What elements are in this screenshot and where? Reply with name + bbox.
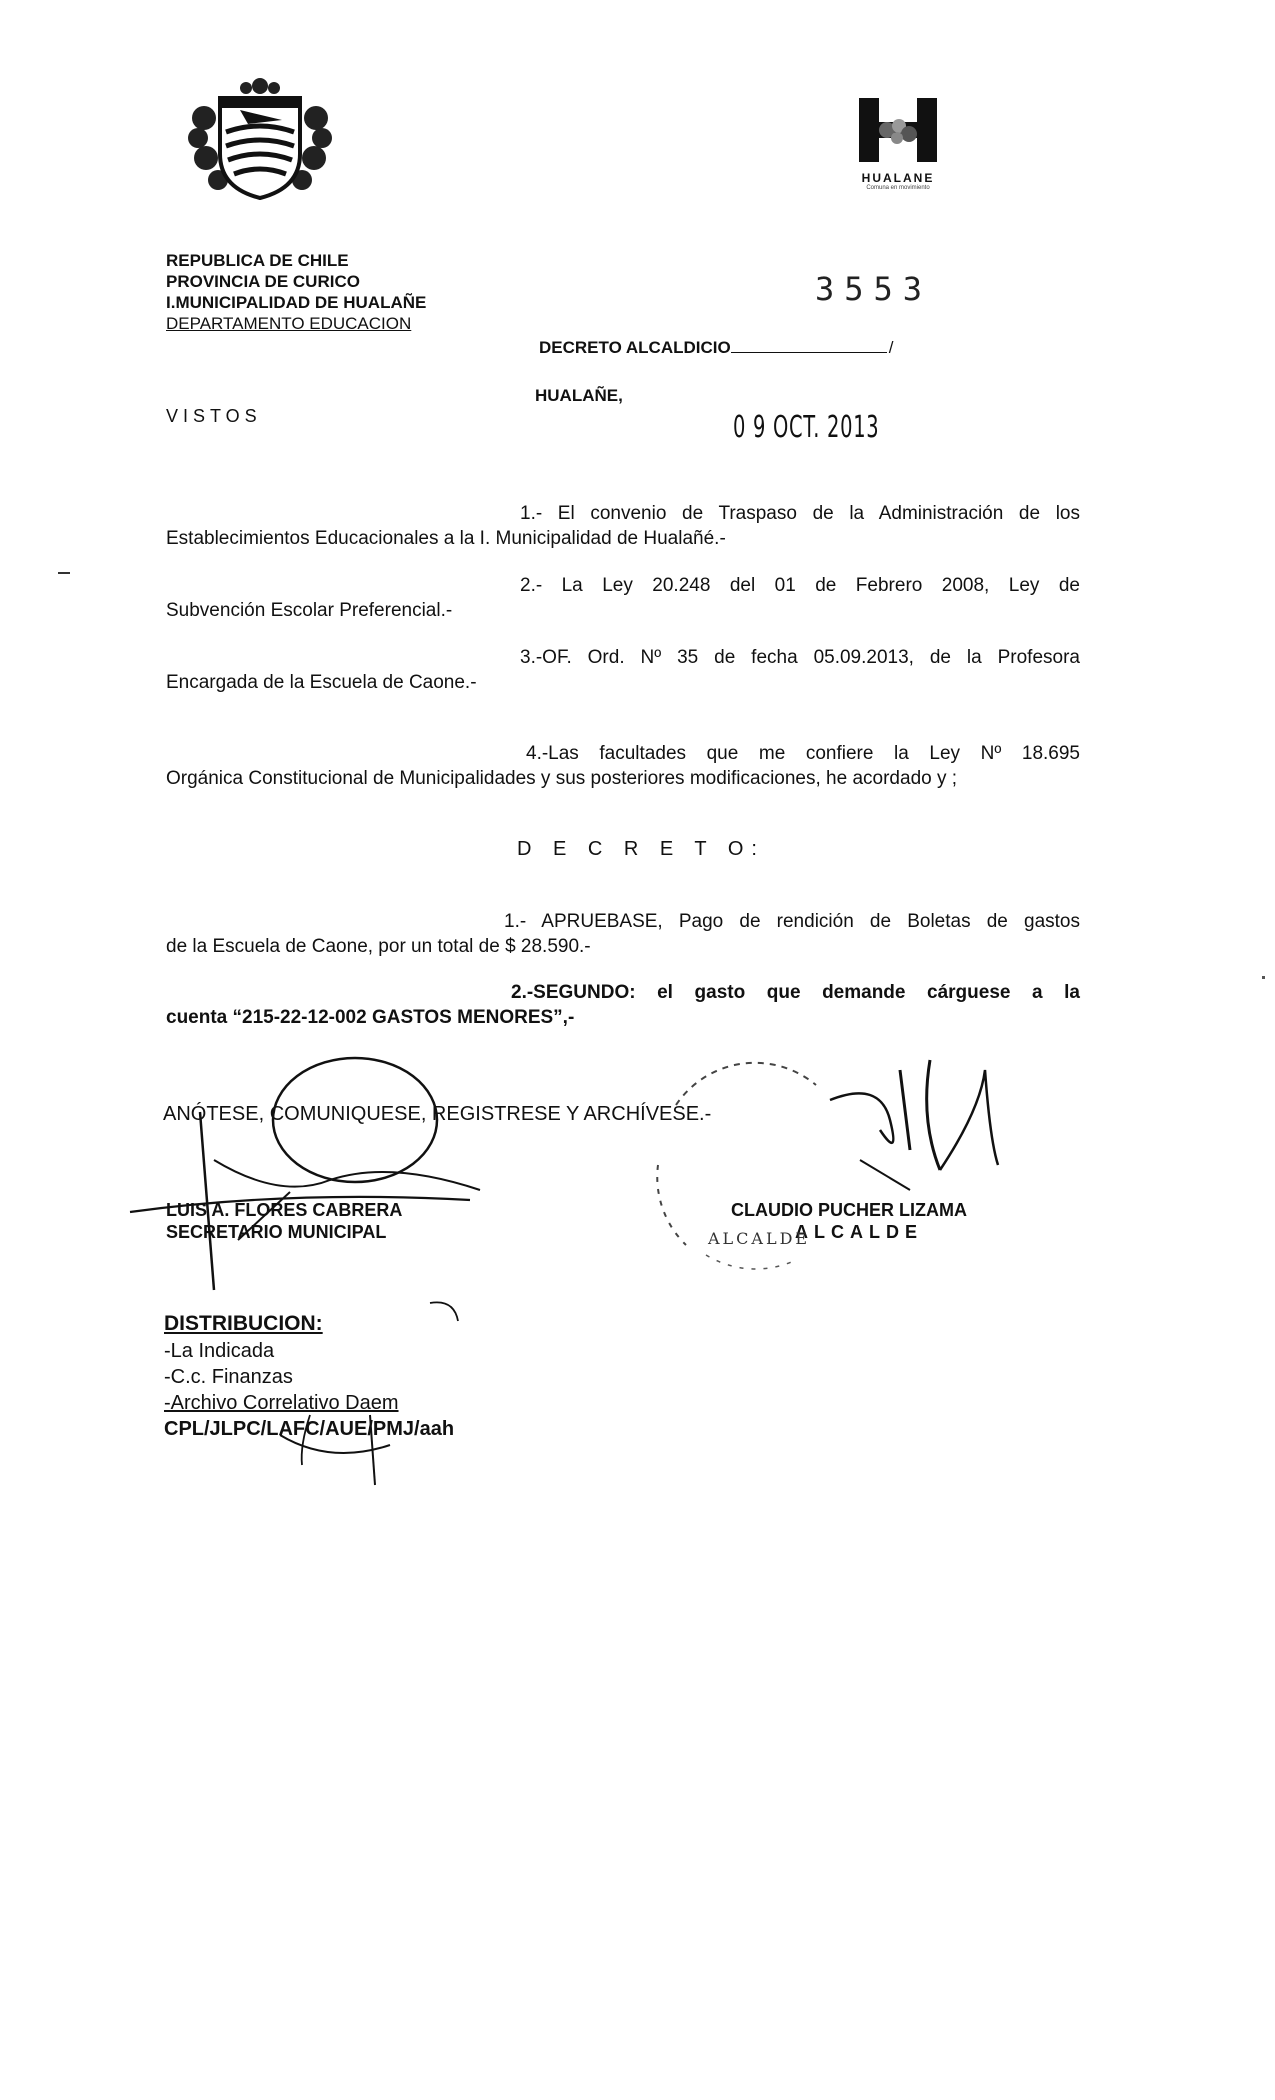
margin-mark [1262,976,1265,979]
decreto-item-2-line2: cuenta “215-22-12-002 GASTOS MENORES”,- [166,1007,575,1028]
distribution-heading: DISTRIBUCION: [164,1312,323,1335]
letterhead [166,250,426,334]
visto-4-line1: 4.-Las facultades que me confiere la Ley Nº 18.695 [526,743,1080,764]
mayor-name: CLAUDIO PUCHER LIZAMA [731,1200,967,1220]
header-line-department: DEPARTAMENTO EDUCACION [166,314,412,333]
decree-label: DECRETO ALCALDICIO [539,338,731,357]
visto-1-line2: Establecimientos Educacionales a la I. Municipalidad de Hualañé.- [166,528,726,549]
visto-4-line2: Orgánica Constitucional de Municipalidades y sus posteriores modificaciones, he acordado y ; [166,768,958,789]
logo-tagline: Comuna en movimiento [866,185,930,191]
date-stamp: 0 9 OCT. 2013 [733,410,880,445]
visto-3-line1: 3.-OF. Ord. Nº 35 de fecha 05.09.2013, de la Profesora [520,647,1080,668]
decreto-item-2 [166,980,1080,1030]
visto-2 [166,573,1080,623]
visto-2-line2: Subvención Escolar Preferencial.- [166,600,453,621]
decreto-item-2-line1: 2.-SEGUNDO: el gasto que demande cárguese a la [511,982,1080,1003]
place-label: HUALAÑE, [535,386,623,405]
logo-name: HUALANE [861,171,935,185]
initials-handwritten-mark [240,1295,480,1495]
official-seal-stamp [646,1045,846,1275]
decree-slash: / [888,338,894,357]
municipal-crest [190,76,330,204]
visto-3 [166,645,1080,695]
mayor-handwritten-signature [820,1040,1020,1200]
distribution-item: -Archivo Correlativo Daem [164,1392,399,1414]
secretary-title: SECRETARIO MUNICIPAL [166,1222,387,1242]
visto-1-line1: 1.- El convenio de Traspaso de la Administración de los [520,503,1080,524]
decreto-item-1-line2: de la Escuela de Caone, por un total de $ 28.590.- [166,936,591,957]
visto-4 [166,741,1080,791]
distribution-item: -C.c. Finanzas [164,1366,293,1388]
vistos-heading: VISTOS [166,406,262,426]
decree-number-blank [731,338,887,353]
closing-line: ANÓTESE, COMUNIQUESE, REGISTRESE Y ARCHÍVESE.- [163,1103,712,1125]
margin-mark [58,572,70,574]
decree-label-row [539,338,893,358]
seal-text: ALCALDE [708,1229,811,1248]
header-line-country: REPUBLICA DE CHILE [166,251,349,270]
visto-2-line1: 2.- La Ley 20.248 del 01 de Febrero 2008, Ley de [520,575,1080,596]
visto-3-line2: Encargada de la Escuela de Caone.- [166,672,477,693]
decreto-item-1-line1: 1.- APRUEBASE, Pago de rendición de Boletas de gastos [504,911,1080,932]
distribution-initials: CPL/JLPC/LAFC/AUE/PMJ/aah [164,1418,455,1440]
secretary-name: LUIS A. FLORES CABRERA [166,1200,403,1220]
header-line-municipality: I.MUNICIPALIDAD DE HUALAÑE [166,293,427,312]
distribution-item: -La Indicada [164,1340,275,1362]
decreto-item-1 [166,909,1080,959]
header-line-province: PROVINCIA DE CURICO [166,272,360,291]
hualane-logo [853,96,943,192]
visto-1 [166,501,1080,551]
secretary-handwritten-signature [130,1040,490,1300]
decreto-heading: D E C R E T O: [517,838,765,860]
mayor-title: ALCALDE [795,1222,923,1242]
decree-number-stamp: 3553 [815,270,933,308]
